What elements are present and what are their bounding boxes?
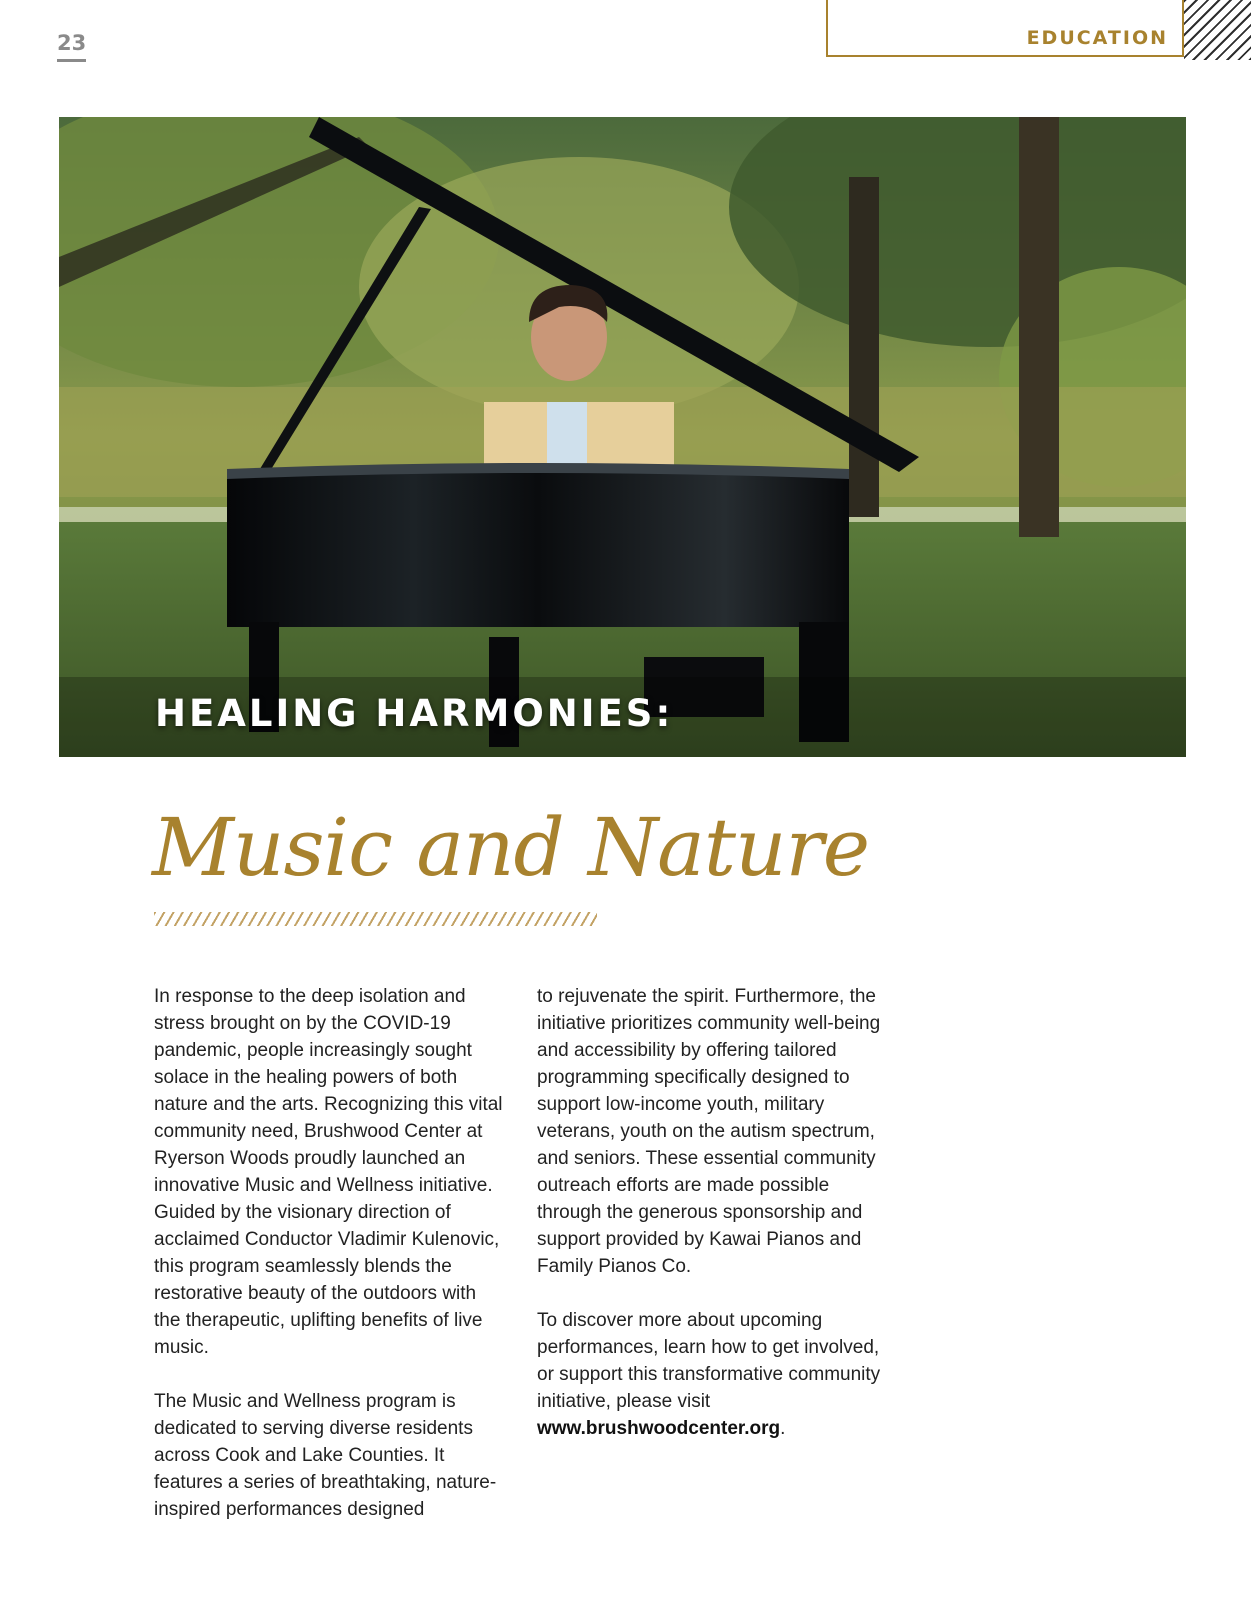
paragraph: The Music and Wellness program is dedicated to serving diverse residents across Cook and Lake Counties. It features a series of breathtaking, nature-inspired performances designed	[154, 1391, 497, 1520]
section-header-box	[826, 0, 1184, 57]
article-title: Music and Nature	[152, 801, 870, 894]
website-link[interactable]: www.brushwoodcenter.org	[537, 1418, 781, 1439]
visit-text: To discover more about upcoming performances, learn how to get involved, or support this transformative community initiative, please visit	[537, 1310, 881, 1412]
paragraph: In response to the deep isolation and stress brought on by the COVID-19 pandemic, people increasingly sought solace in the healing powers of both nature and the arts. Recognizing this vital community need, Brushwood Center at Ryerson Woods proudly launched an innovative Music and Wellness initiative. Guided by the visionary direction of acclaimed Conductor Vladimir Kulenovic, this program seamlessly blends the restorative beauty of the outdoors with the therapeutic, uplifting benefits of live music.	[154, 986, 503, 1358]
paragraph-visit	[537, 1307, 887, 1442]
paragraph: to rejuvenate the spirit. Furthermore, the initiative prioritizes community well-being and accessibility by offering tailored programming specifically designed to support low-income youth, military veterans, youth on the autism spectrum, and seniors. These essential community outreach efforts are made possible through the generous sponsorship and support provided by Kawai Pianos and Family Pianos Co.	[537, 986, 881, 1277]
page-number: 23	[57, 31, 86, 62]
pianist-in-park-image	[59, 117, 1186, 757]
article-column-right	[537, 983, 887, 1469]
hero-overlay-title: HEALING HARMONIES:	[155, 692, 674, 735]
article-column-left	[154, 983, 504, 1550]
corner-hatch-decoration	[1184, 0, 1251, 60]
section-label: EDUCATION	[1026, 27, 1168, 49]
hero-photo	[59, 117, 1186, 757]
hatched-divider	[154, 912, 597, 926]
period: .	[780, 1418, 786, 1439]
